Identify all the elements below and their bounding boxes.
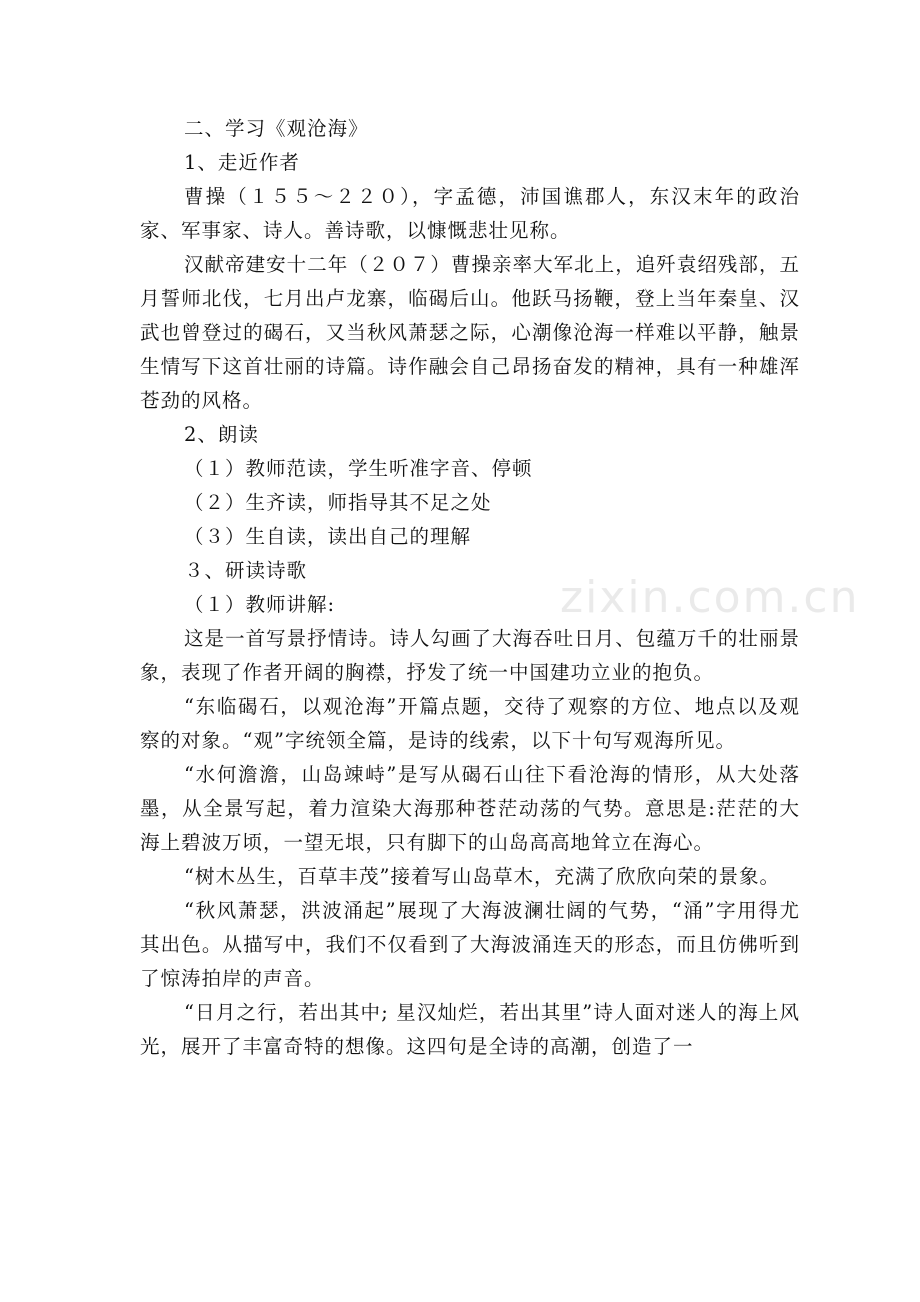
para-line-4: “秋风萧瑟，洪波涌起”展现了大海波澜壮阔的气势，“涌”字用得尤其出色。从描写中，我们不仅看到了大海波涌连天的形态，而且仿佛听到了惊涛拍岸的声音。: [140, 899, 800, 990]
para-line-3: “树木丛生，百草丰茂”接着写山岛草木，充满了欣欣向荣的景象。: [184, 865, 780, 888]
para-line-2: “水何澹澹，山岛竦峙”是写从碣石山往下看沧海的情形，从大处落墨，从全景写起，着力渲染大海那种苍茫动荡的气势。意思是:茫茫的大海上碧波万顷，一望无垠，只有脚下的山岛高高地耸立在海心。: [140, 763, 800, 854]
item-author-title: 1、走近作者: [184, 151, 300, 174]
para-poem-summary: 这是一首写景抒情诗。诗人勾画了大海吞吐日月、包蕴万千的壮丽景象，表现了作者开阔的胸襟，抒发了统一中国建功立业的抱负。: [140, 627, 800, 684]
para-line-1: “东临碣石，以观沧海”开篇点题，交待了观察的方位、地点以及观察的对象。“观”字统领全篇，是诗的线索，以下十句写观海所见。: [140, 695, 800, 752]
document-body: [140, 112, 800, 1064]
item-study-title: ３、研读诗歌: [184, 559, 308, 582]
para-author-intro: 曹操（１５５～２２０），字孟德，沛国谯郡人，东汉末年的政治家、军事家、诗人。善诗歌，以慷慨悲壮见称。: [140, 185, 800, 242]
item-reading-title: 2、朗读: [184, 423, 259, 446]
read-step-1: （１）教师范读，学生听准字音、停顿: [184, 457, 533, 480]
section-title: 二、学习《观沧海》: [184, 117, 369, 140]
para-background: 汉献帝建安十二年（２０７）曹操亲率大军北上，追歼袁绍残部，五月誓师北伐，七月出卢龙寨，临碣后山。他跃马扬鞭，登上当年秦皇、汉武也曾登过的碣石，又当秋风萧瑟之际，心潮像沧海一样难以平静，触景生情写下这首壮丽的诗篇。诗作融会自己昂扬奋发的精神，具有一种雄浑苍劲的风格。: [140, 253, 800, 412]
read-step-2: （２）生齐读，师指导其不足之处: [184, 491, 492, 514]
watermark: zixin.com.cn: [560, 572, 860, 623]
teacher-explain-label: （１）教师讲解:: [184, 593, 336, 616]
read-step-3: （３）生自读，读出自己的理解: [184, 525, 472, 548]
para-line-5: “日月之行，若出其中; 星汉灿烂，若出其里”诗人面对迷人的海上风光，展开了丰富奇特的想像。这四句是全诗的高潮，创造了一: [140, 1001, 800, 1058]
